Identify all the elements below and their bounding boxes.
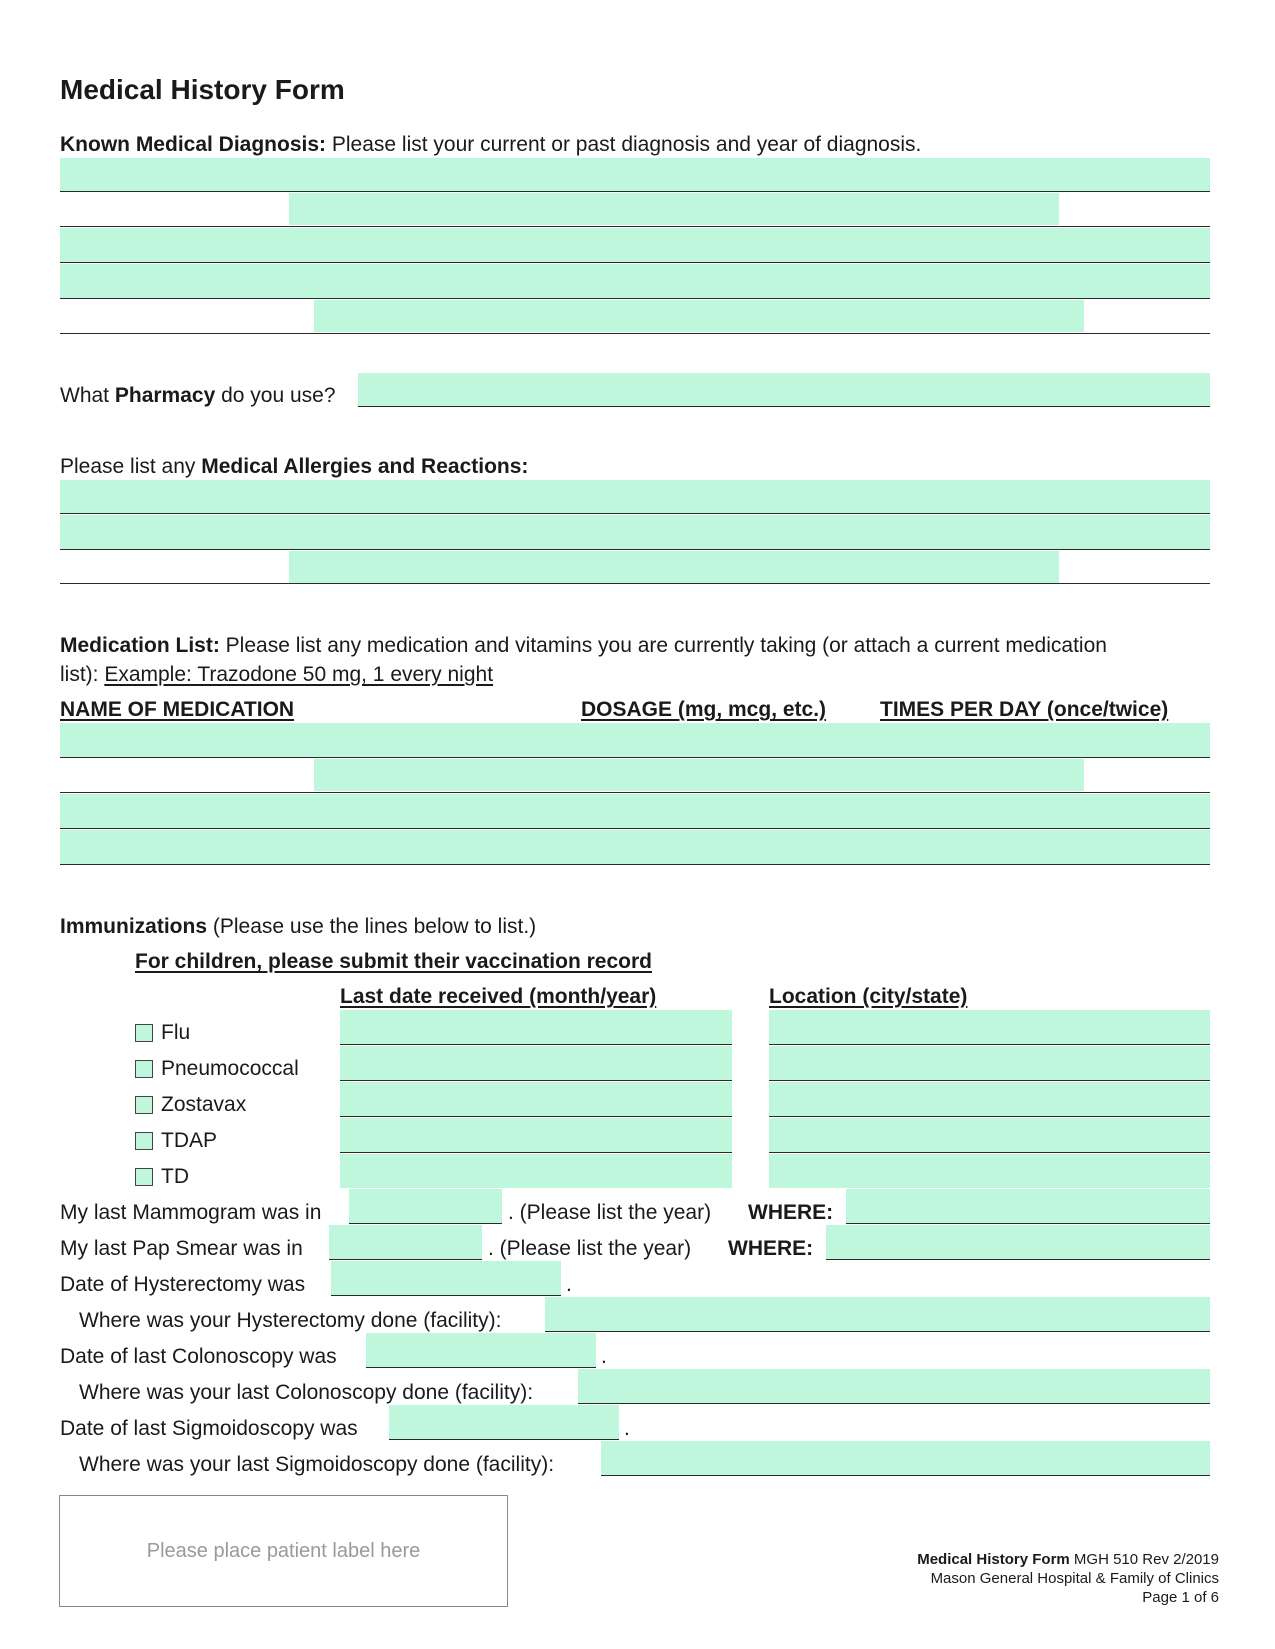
mammogram-year-hint: . (Please list the year) [508,1201,712,1224]
pap-smear-year-line [329,1259,482,1260]
hysterectomy-date-input[interactable] [331,1261,561,1295]
pharmacy-question [60,383,336,409]
diagnosis-instructions: Please list your current or past diagnosis and year of diagnosis. [326,133,922,156]
allergies-heading [60,454,528,480]
zostavax-location-input[interactable] [769,1082,1210,1116]
zostavax-date-input[interactable] [340,1082,732,1116]
immunizations-label: Immunizations [60,915,208,938]
mammogram-where-line [846,1223,1210,1224]
medication-heading-2 [60,662,493,688]
pharmacy-pre: What [60,384,115,407]
hysterectomy-where-line [545,1331,1210,1332]
immunizations-instructions: (Please use the lines below to list.) [207,915,537,938]
pap-smear-where-input[interactable] [826,1225,1210,1259]
colonoscopy-date-input[interactable] [366,1333,596,1367]
diagnosis-field-5[interactable] [314,300,1084,332]
medication-line-3 [60,828,1210,829]
colonoscopy-where-input[interactable] [578,1369,1210,1403]
diagnosis-heading [60,132,921,158]
diagnosis-field-1[interactable] [60,158,1210,191]
allergies-line-3 [60,583,1210,584]
pharmacy-bold: Pharmacy [114,384,216,407]
pharmacy-post: do you use? [215,384,336,407]
medication-example: Example: Trazodone 50 mg, 1 every night [104,663,494,686]
diagnosis-line-3 [60,262,1210,263]
footer-org: Mason General Hospital & Family of Clinics [930,1570,1219,1587]
td-label: TD [161,1165,189,1188]
flu-label: Flu [161,1021,191,1044]
pharmacy-input[interactable] [358,373,1210,406]
allergies-line-1 [60,513,1210,514]
pneumococcal-label: Pneumococcal [161,1057,299,1080]
tdap-location-input[interactable] [769,1118,1210,1152]
pharmacy-line [358,406,1210,407]
medication-field-4[interactable] [60,830,1210,864]
sigmoidoscopy-where-label: Where was your last Sigmoidoscopy done (facility): [79,1453,555,1476]
footer-form-name: Medical History Form [917,1551,1070,1568]
colonoscopy-date-label: Date of last Colonoscopy was [60,1345,337,1368]
tdap-date-line [340,1152,732,1153]
sigmoidoscopy-date-input[interactable] [389,1405,619,1439]
footer [917,1550,1219,1607]
diagnosis-line-2 [60,226,1210,227]
diagnosis-field-3[interactable] [60,228,1210,262]
allergies-pre: Please list any [60,455,202,478]
hysterectomy-where-input[interactable] [545,1297,1210,1331]
zostavax-checkbox[interactable] [135,1096,153,1114]
sigmoidoscopy-where-input[interactable] [601,1441,1210,1475]
medication-heading [60,633,1107,659]
immunizations-heading [60,914,536,940]
sigmoidoscopy-date-line [389,1439,619,1440]
mammogram-label: My last Mammogram was in [60,1201,322,1224]
td-checkbox[interactable] [135,1168,153,1186]
col-dosage: DOSAGE (mg, mcg, etc.) [581,698,827,721]
allergies-line-2 [60,549,1210,550]
tdap-location-line [769,1152,1210,1153]
sigmoidoscopy-where-line [601,1475,1210,1476]
footer-form-code: MGH 510 Rev 2/2019 [1069,1551,1219,1568]
allergies-field-2[interactable] [60,515,1210,549]
col-location: Location (city/state) [769,985,968,1008]
zostavax-location-line [769,1116,1210,1117]
hysterectomy-date-line [331,1295,561,1296]
tdap-label: TDAP [161,1129,218,1152]
footer-form-line [917,1550,1219,1569]
flu-date-input[interactable] [340,1010,732,1044]
mammogram-year-line [349,1223,502,1224]
medication-instructions: Please list any medication and vitamins you are currently taking (or attach a current medication [219,634,1107,657]
diagnosis-line-1 [60,191,1210,192]
allergies-field-3[interactable] [289,551,1059,583]
hysterectomy-date-period: . [566,1273,572,1296]
diagnosis-field-2[interactable] [289,193,1059,225]
tdap-date-input[interactable] [340,1118,732,1152]
td-date-input[interactable] [340,1154,732,1188]
tdap-checkbox[interactable] [135,1132,153,1150]
medication-line-2 [60,792,1210,793]
pap-smear-where-label: WHERE: [728,1237,814,1260]
mammogram-year-input[interactable] [349,1189,502,1223]
zostavax-label: Zostavax [161,1093,247,1116]
col-last-date-received: Last date received (month/year) [340,985,657,1008]
colonoscopy-where-label: Where was your last Colonoscopy done (facility): [79,1381,534,1404]
mammogram-where-label: WHERE: [748,1201,834,1224]
medication-line-4 [60,864,1210,865]
allergies-bold: Medical Allergies and Reactions: [201,455,529,478]
pap-smear-year-hint: . (Please list the year) [488,1237,692,1260]
medication-instructions-2: list): [60,663,105,686]
diagnosis-label: Known Medical Diagnosis: [60,133,327,156]
mammogram-where-input[interactable] [846,1189,1210,1223]
footer-page-number: Page 1 of 6 [1142,1589,1219,1606]
flu-date-line [340,1044,732,1045]
medication-line-1 [60,757,1210,758]
pneumococcal-date-input[interactable] [340,1046,732,1080]
pneumococcal-checkbox[interactable] [135,1060,153,1078]
medication-field-1[interactable] [60,723,1210,757]
sigmoidoscopy-date-period: . [624,1417,630,1440]
medication-label: Medication List: [60,634,220,657]
colonoscopy-date-line [366,1367,596,1368]
colonoscopy-date-period: . [601,1345,607,1368]
col-medication-name: NAME OF MEDICATION [60,698,295,721]
zostavax-date-line [340,1116,732,1117]
flu-location-line [769,1044,1210,1045]
flu-location-input[interactable] [769,1010,1210,1044]
diagnosis-line-4 [60,298,1210,299]
pap-smear-label: My last Pap Smear was in [60,1237,303,1260]
colonoscopy-where-line [578,1403,1210,1404]
hysterectomy-date-label: Date of Hysterectomy was [60,1273,306,1296]
hysterectomy-where-label: Where was your Hysterectomy done (facility): [79,1309,502,1332]
diagnosis-field-4[interactable] [60,264,1210,298]
allergies-field-1[interactable] [60,480,1210,513]
sigmoidoscopy-date-label: Date of last Sigmoidoscopy was [60,1417,358,1440]
pneumococcal-location-line [769,1080,1210,1081]
page-title: Medical History Form [60,74,345,105]
patient-label-box [59,1495,508,1607]
pneumococcal-date-line [340,1080,732,1081]
medication-field-2[interactable] [314,759,1084,791]
diagnosis-line-5 [60,333,1210,334]
td-location-input[interactable] [769,1154,1210,1188]
medication-field-3[interactable] [60,794,1210,828]
patient-label-placeholder: Please place patient label here [146,1539,421,1562]
pneumococcal-location-input[interactable] [769,1046,1210,1080]
pap-smear-where-line [826,1259,1210,1260]
col-times-per-day: TIMES PER DAY (once/twice) [880,698,1169,721]
flu-checkbox[interactable] [135,1024,153,1042]
pap-smear-year-input[interactable] [329,1225,482,1259]
children-vaccination-note: For children, please submit their vaccination record [135,950,652,973]
